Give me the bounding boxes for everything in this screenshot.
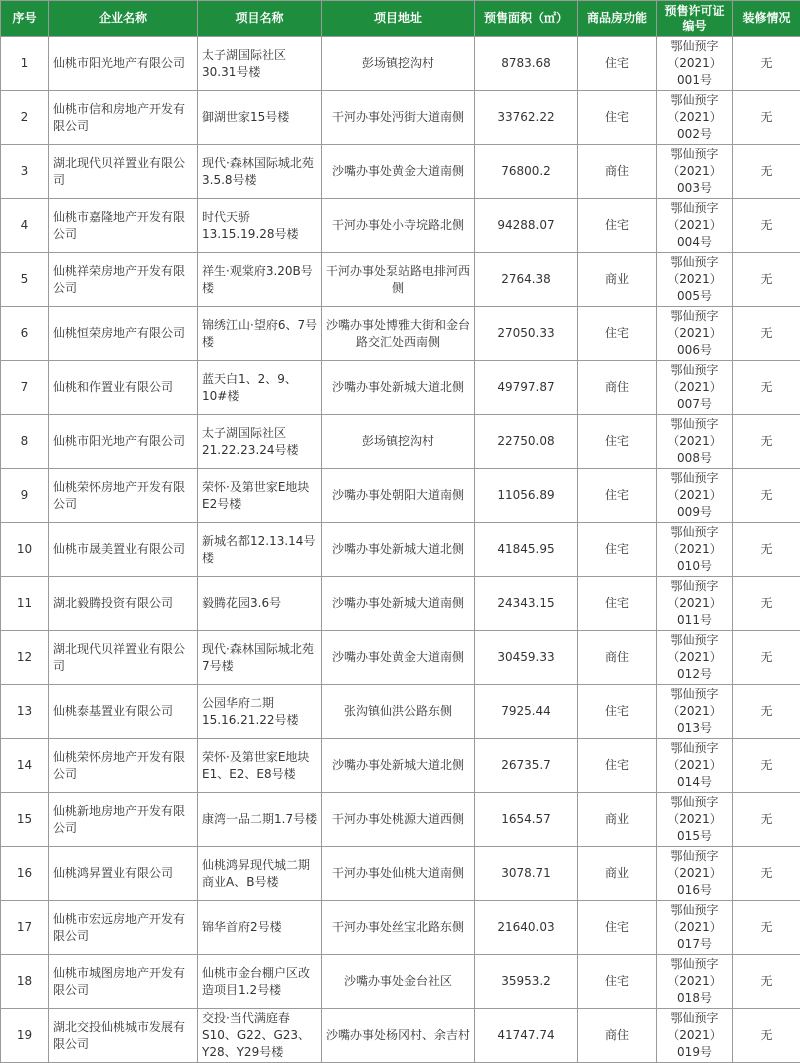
cell-index: 13 — [1, 685, 49, 739]
cell-index: 8 — [1, 415, 49, 469]
cell-company: 仙桃新地房地产开发有限公司 — [49, 793, 198, 847]
table-row — [1, 1009, 800, 1063]
cell-address: 沙嘴办事处黄金大道南侧 — [322, 145, 475, 199]
cell-company: 湖北交投仙桃城市发展有限公司 — [49, 1009, 198, 1063]
cell-company: 仙桃祥荣房地产开发有限公司 — [49, 253, 198, 307]
cell-permit — [657, 145, 733, 199]
cell-decoration: 无 — [733, 739, 800, 793]
cell-address: 沙嘴办事处新城大道北侧 — [322, 739, 475, 793]
permit-prefix: 鄂仙预字 — [660, 956, 729, 973]
cell-index: 15 — [1, 793, 49, 847]
cell-area: 21640.03 — [475, 901, 578, 955]
cell-permit — [657, 415, 733, 469]
permit-prefix: 鄂仙预字 — [660, 686, 729, 703]
header-function: 商品房功能 — [578, 1, 657, 37]
permit-prefix: 鄂仙预字 — [660, 740, 729, 757]
cell-index: 18 — [1, 955, 49, 1009]
header-row — [1, 1, 800, 37]
cell-decoration: 无 — [733, 37, 800, 91]
cell-permit — [657, 523, 733, 577]
permit-prefix: 鄂仙预字 — [660, 146, 729, 163]
table-row — [1, 91, 800, 145]
permit-number: （2021）002号 — [660, 109, 729, 143]
cell-decoration: 无 — [733, 847, 800, 901]
cell-permit — [657, 739, 733, 793]
cell-company: 仙桃荣怀房地产开发有限公司 — [49, 469, 198, 523]
cell-area: 41747.74 — [475, 1009, 578, 1063]
table-body — [1, 37, 800, 1063]
cell-company: 湖北现代贝祥置业有限公司 — [49, 145, 198, 199]
permit-number: （2021）007号 — [660, 379, 729, 413]
cell-area: 76800.2 — [475, 145, 578, 199]
cell-function: 住宅 — [578, 307, 657, 361]
cell-function: 商住 — [578, 631, 657, 685]
table-row — [1, 307, 800, 361]
cell-permit — [657, 307, 733, 361]
cell-address: 干河办事处小寺垸路北侧 — [322, 199, 475, 253]
permit-number: （2021）017号 — [660, 919, 729, 953]
cell-company: 仙桃市嘉隆地产开发有限公司 — [49, 199, 198, 253]
cell-index: 5 — [1, 253, 49, 307]
cell-function: 商业 — [578, 847, 657, 901]
cell-company: 仙桃荣怀房地产开发有限公司 — [49, 739, 198, 793]
permit-prefix: 鄂仙预字 — [660, 416, 729, 433]
cell-area: 22750.08 — [475, 415, 578, 469]
cell-area: 8783.68 — [475, 37, 578, 91]
cell-function: 住宅 — [578, 955, 657, 1009]
cell-project: 毅腾花园3.6号 — [198, 577, 322, 631]
permit-prefix: 鄂仙预字 — [660, 92, 729, 109]
cell-project: 御湖世家15号楼 — [198, 91, 322, 145]
cell-function: 住宅 — [578, 577, 657, 631]
cell-function: 住宅 — [578, 523, 657, 577]
cell-decoration: 无 — [733, 307, 800, 361]
cell-project: 公园华府二期15.16.21.22号楼 — [198, 685, 322, 739]
cell-company: 仙桃市城图房地产开发有限公司 — [49, 955, 198, 1009]
table-row — [1, 37, 800, 91]
permit-number: （2021）004号 — [660, 217, 729, 251]
cell-project: 荣怀·及第世家E地块E2号楼 — [198, 469, 322, 523]
header-area: 预售面积（㎡） — [475, 1, 578, 37]
cell-company: 仙桃恒荣房地产有限公司 — [49, 307, 198, 361]
cell-project: 交投·当代满庭春S10、G22、G23、Y28、Y29号楼 — [198, 1009, 322, 1063]
cell-area: 24343.15 — [475, 577, 578, 631]
table-row — [1, 523, 800, 577]
permit-number: （2021）008号 — [660, 433, 729, 467]
cell-index: 14 — [1, 739, 49, 793]
cell-address: 沙嘴办事处新城大道南侧 — [322, 577, 475, 631]
header-company: 企业名称 — [49, 1, 198, 37]
cell-function: 商住 — [578, 145, 657, 199]
cell-index: 2 — [1, 91, 49, 145]
permit-number: （2021）016号 — [660, 865, 729, 899]
cell-project: 现代·森林国际城北苑3.5.8号楼 — [198, 145, 322, 199]
cell-function: 商业 — [578, 793, 657, 847]
cell-function: 住宅 — [578, 415, 657, 469]
cell-address: 彭场镇挖沟村 — [322, 415, 475, 469]
table-row — [1, 577, 800, 631]
cell-project: 荣怀·及第世家E地块E1、E2、E8号楼 — [198, 739, 322, 793]
permit-number: （2021）018号 — [660, 973, 729, 1007]
cell-project: 锦华首府2号楼 — [198, 901, 322, 955]
cell-area: 3078.71 — [475, 847, 578, 901]
table-row — [1, 847, 800, 901]
cell-permit — [657, 199, 733, 253]
permit-prefix: 鄂仙预字 — [660, 38, 729, 55]
cell-permit — [657, 955, 733, 1009]
cell-index: 3 — [1, 145, 49, 199]
cell-company: 湖北现代贝祥置业有限公司 — [49, 631, 198, 685]
cell-area: 2764.38 — [475, 253, 578, 307]
cell-decoration: 无 — [733, 199, 800, 253]
cell-function: 住宅 — [578, 37, 657, 91]
permit-prefix: 鄂仙预字 — [660, 902, 729, 919]
cell-address: 彭场镇挖沟村 — [322, 37, 475, 91]
permit-prefix: 鄂仙预字 — [660, 632, 729, 649]
permit-prefix: 鄂仙预字 — [660, 578, 729, 595]
cell-function: 住宅 — [578, 901, 657, 955]
cell-project: 仙桃鸿昇现代城二期商业A、B号楼 — [198, 847, 322, 901]
cell-function: 住宅 — [578, 469, 657, 523]
cell-function: 住宅 — [578, 739, 657, 793]
cell-index: 1 — [1, 37, 49, 91]
cell-function: 住宅 — [578, 91, 657, 145]
cell-address: 干河办事处泵站路电排河西侧 — [322, 253, 475, 307]
cell-project: 时代天骄13.15.19.28号楼 — [198, 199, 322, 253]
cell-company: 仙桃鸿昇置业有限公司 — [49, 847, 198, 901]
cell-project: 康湾一品二期1.7号楼 — [198, 793, 322, 847]
cell-permit — [657, 793, 733, 847]
cell-company: 仙桃和作置业有限公司 — [49, 361, 198, 415]
permit-prefix: 鄂仙预字 — [660, 308, 729, 325]
permit-number: （2021）012号 — [660, 649, 729, 683]
cell-permit — [657, 91, 733, 145]
cell-function: 商住 — [578, 361, 657, 415]
cell-decoration: 无 — [733, 631, 800, 685]
header-index: 序号 — [1, 1, 49, 37]
table-row — [1, 901, 800, 955]
header-address: 项目地址 — [322, 1, 475, 37]
cell-project: 锦绣江山·望府6、7号楼 — [198, 307, 322, 361]
cell-index: 7 — [1, 361, 49, 415]
cell-permit — [657, 1009, 733, 1063]
permit-number: （2021）014号 — [660, 757, 729, 791]
table-row — [1, 469, 800, 523]
cell-address: 沙嘴办事处博雅大街和金台路交汇处西南侧 — [322, 307, 475, 361]
cell-company: 仙桃市信和房地产开发有限公司 — [49, 91, 198, 145]
table-row — [1, 955, 800, 1009]
permit-prefix: 鄂仙预字 — [660, 794, 729, 811]
cell-index: 6 — [1, 307, 49, 361]
cell-address: 沙嘴办事处新城大道北侧 — [322, 361, 475, 415]
cell-address: 沙嘴办事处新城大道北侧 — [322, 523, 475, 577]
cell-area: 7925.44 — [475, 685, 578, 739]
cell-area: 33762.22 — [475, 91, 578, 145]
cell-decoration: 无 — [733, 91, 800, 145]
permit-prefix: 鄂仙预字 — [660, 200, 729, 217]
cell-address: 沙嘴办事处金台社区 — [322, 955, 475, 1009]
cell-area: 27050.33 — [475, 307, 578, 361]
table-row — [1, 145, 800, 199]
permit-number: （2021）013号 — [660, 703, 729, 737]
permit-number: （2021）005号 — [660, 271, 729, 305]
cell-area: 49797.87 — [475, 361, 578, 415]
permit-number: （2021）011号 — [660, 595, 729, 629]
cell-permit — [657, 37, 733, 91]
cell-permit — [657, 469, 733, 523]
cell-company: 仙桃市宏远房地产开发有限公司 — [49, 901, 198, 955]
cell-decoration: 无 — [733, 577, 800, 631]
cell-address: 干河办事处丝宝北路东侧 — [322, 901, 475, 955]
cell-decoration: 无 — [733, 469, 800, 523]
cell-project: 蓝天白1、2、9、10#楼 — [198, 361, 322, 415]
cell-decoration: 无 — [733, 523, 800, 577]
permit-number: （2021）001号 — [660, 55, 729, 89]
cell-project: 祥生·观棠府3.20B号楼 — [198, 253, 322, 307]
cell-project: 新城名都12.13.14号楼 — [198, 523, 322, 577]
cell-function: 商住 — [578, 1009, 657, 1063]
cell-project: 现代·森林国际城北苑7号楼 — [198, 631, 322, 685]
cell-company: 仙桃泰基置业有限公司 — [49, 685, 198, 739]
cell-permit — [657, 631, 733, 685]
cell-project: 太子湖国际社区30.31号楼 — [198, 37, 322, 91]
cell-area: 1654.57 — [475, 793, 578, 847]
cell-area: 35953.2 — [475, 955, 578, 1009]
cell-address: 干河办事处桃源大道西侧 — [322, 793, 475, 847]
cell-index: 10 — [1, 523, 49, 577]
permit-prefix: 鄂仙预字 — [660, 362, 729, 379]
cell-decoration: 无 — [733, 793, 800, 847]
cell-company: 仙桃市阳光地产有限公司 — [49, 415, 198, 469]
cell-permit — [657, 685, 733, 739]
table-row — [1, 361, 800, 415]
table-row — [1, 199, 800, 253]
header-decoration: 装修情况 — [733, 1, 800, 37]
cell-decoration: 无 — [733, 955, 800, 1009]
cell-permit — [657, 253, 733, 307]
table-header — [1, 1, 800, 37]
cell-index: 4 — [1, 199, 49, 253]
cell-address: 沙嘴办事处朝阳大道南侧 — [322, 469, 475, 523]
permit-prefix: 鄂仙预字 — [660, 1010, 729, 1027]
cell-project: 仙桃市金台棚户区改造项目1.2号楼 — [198, 955, 322, 1009]
cell-function: 商业 — [578, 253, 657, 307]
cell-company: 仙桃市晟美置业有限公司 — [49, 523, 198, 577]
cell-index: 9 — [1, 469, 49, 523]
permit-number: （2021）006号 — [660, 325, 729, 359]
permit-number: （2021）019号 — [660, 1027, 729, 1061]
permit-number: （2021）015号 — [660, 811, 729, 845]
permit-prefix: 鄂仙预字 — [660, 524, 729, 541]
cell-index: 11 — [1, 577, 49, 631]
permit-number: （2021）009号 — [660, 487, 729, 521]
cell-permit — [657, 577, 733, 631]
table-row — [1, 793, 800, 847]
permit-prefix: 鄂仙预字 — [660, 254, 729, 271]
cell-address: 沙嘴办事处黄金大道南侧 — [322, 631, 475, 685]
cell-address: 张沟镇仙洪公路东侧 — [322, 685, 475, 739]
cell-function: 住宅 — [578, 199, 657, 253]
cell-area: 11056.89 — [475, 469, 578, 523]
header-permit: 预售许可证编号 — [657, 1, 733, 37]
table-row — [1, 685, 800, 739]
cell-index: 17 — [1, 901, 49, 955]
table-row — [1, 415, 800, 469]
cell-permit — [657, 901, 733, 955]
cell-index: 16 — [1, 847, 49, 901]
permit-number: （2021）010号 — [660, 541, 729, 575]
cell-index: 12 — [1, 631, 49, 685]
cell-decoration: 无 — [733, 901, 800, 955]
cell-address: 干河办事处沔街大道南侧 — [322, 91, 475, 145]
cell-permit — [657, 361, 733, 415]
cell-function: 住宅 — [578, 685, 657, 739]
permit-number: （2021）003号 — [660, 163, 729, 197]
table-row — [1, 739, 800, 793]
cell-company: 湖北毅腾投资有限公司 — [49, 577, 198, 631]
permit-prefix: 鄂仙预字 — [660, 470, 729, 487]
permit-prefix: 鄂仙预字 — [660, 848, 729, 865]
cell-area: 94288.07 — [475, 199, 578, 253]
cell-permit — [657, 847, 733, 901]
cell-address: 沙嘴办事处杨冈村、余吉村 — [322, 1009, 475, 1063]
cell-address: 干河办事处仙桃大道南侧 — [322, 847, 475, 901]
table-row — [1, 631, 800, 685]
header-project: 项目名称 — [198, 1, 322, 37]
cell-decoration: 无 — [733, 253, 800, 307]
cell-company: 仙桃市阳光地产有限公司 — [49, 37, 198, 91]
cell-decoration: 无 — [733, 1009, 800, 1063]
cell-area: 30459.33 — [475, 631, 578, 685]
table-row — [1, 253, 800, 307]
cell-decoration: 无 — [733, 415, 800, 469]
cell-project: 太子湖国际社区21.22.23.24号楼 — [198, 415, 322, 469]
cell-decoration: 无 — [733, 361, 800, 415]
cell-decoration: 无 — [733, 145, 800, 199]
cell-decoration: 无 — [733, 685, 800, 739]
cell-area: 41845.95 — [475, 523, 578, 577]
cell-index: 19 — [1, 1009, 49, 1063]
cell-area: 26735.7 — [475, 739, 578, 793]
